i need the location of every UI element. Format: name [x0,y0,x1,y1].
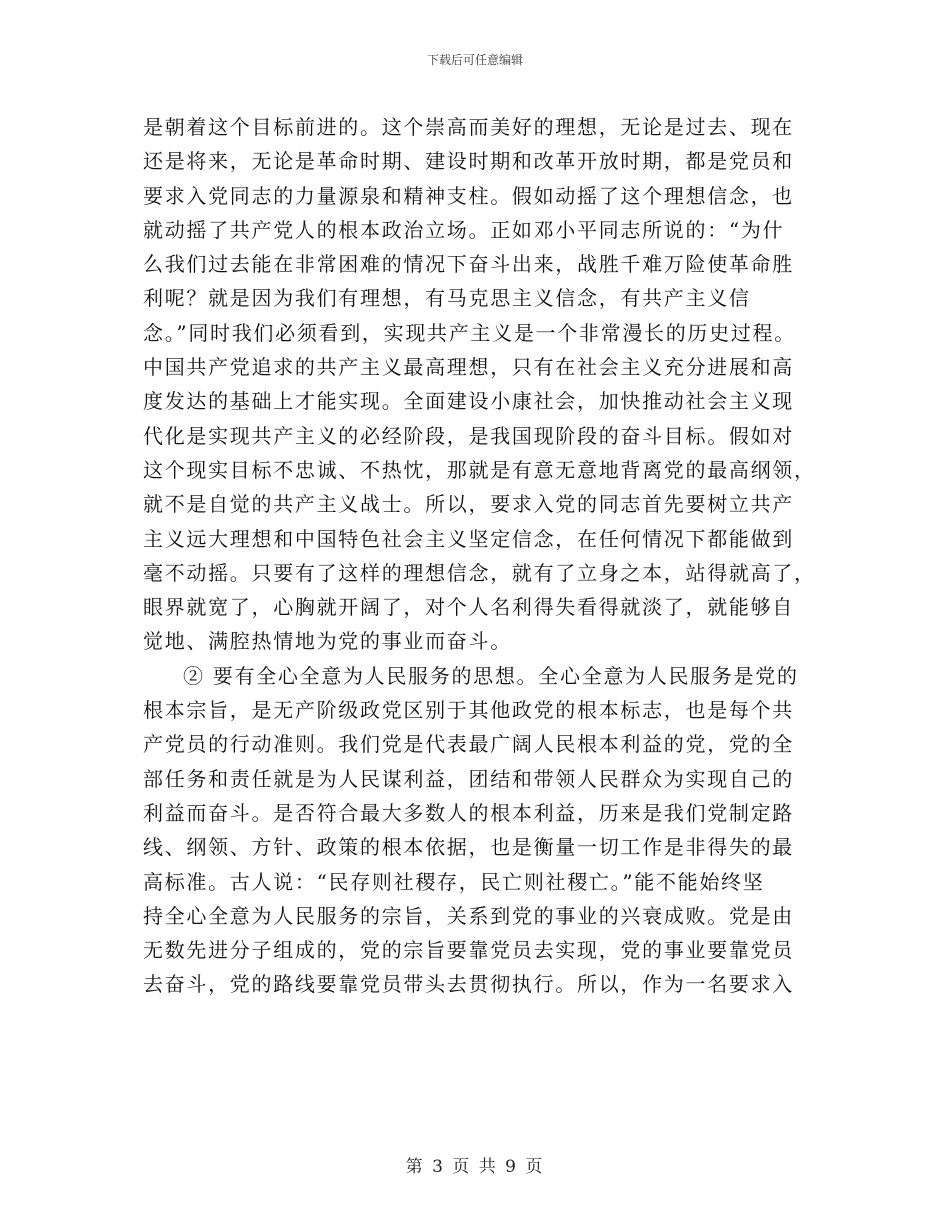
text-line: 就不是自觉的共产主义战士。所以，要求入党的同志首先要树立共产 [143,492,794,517]
page-header: 下载后可任意编辑 [426,53,523,67]
text-line: 利益而奋斗。是否符合最大多数人的根本利益，历来是我们党制定路 [143,800,794,825]
text-line: 主义远大理想和中国特色社会主义坚定信念，在任何情况下都能做到 [143,526,794,551]
page-number-footer: 第 3 页 共 9 页 [405,1157,545,1177]
text-line: 根本宗旨，是无产阶级政党区别于其他政党的根本标志，也是每个共 [143,698,794,723]
paragraph-2 [143,659,823,1002]
text-line: 觉地、满腔热情地为党的事业而奋斗。 [143,629,512,654]
text-line: 度发达的基础上才能实现。全面建设小康社会，加快推动社会主义现 [143,389,794,414]
text-line: 高标准。古人说：“民存则社稷存，民亡则社稷亡。”能不能始终坚 [143,869,765,894]
document-body [143,110,823,1002]
text-line: 这个现实目标不忠诚、不热忱，那就是有意无意地背离党的最高纲领， [143,457,816,482]
text-line: 毫不动摇。只要有了这样的理想信念，就有了立身之本，站得就高了， [143,560,816,585]
text-line: 眼界就宽了，心胸就开阔了，对个人名利得失看得就淡了，就能够自 [143,595,794,620]
text-line: 部任务和责任就是为人民谋利益，团结和带领人民群众为实现自己的 [143,766,794,791]
paragraph-1 [143,110,823,659]
text-line: 还是将来，无论是革命时期、建设时期和改革开放时期，都是党员和 [143,149,794,174]
text-line: 么我们过去能在非常困难的情况下奋斗出来，战胜千难万险使革命胜 [143,252,794,277]
text-line: 就动摇了共产党人的根本政治立场。正如邓小平同志所说的：“为什 [143,217,785,242]
text-line: 要求入党同志的力量源泉和精神支柱。假如动摇了这个理想信念，也 [143,183,794,208]
text-line: 线、纲领、方针、政策的根本依据，也是衡量一切工作是非得失的最 [143,835,794,860]
text-line: 产党员的行动准则。我们党是代表最广阔人民根本利益的党，党的全 [143,732,794,757]
text-line: 中国共产党追求的共产主义最高理想，只有在社会主义充分进展和高 [143,355,794,380]
text-line: 利呢？就是因为我们有理想，有马克思主义信念，有共产主义信 [143,286,751,311]
text-line: 无数先进分子组成的，党的宗旨要靠党员去实现，党的事业要靠党员 [143,938,794,963]
text-line: 代化是实现共产主义的必经阶段，是我国现阶段的奋斗目标。假如对 [143,423,794,448]
text-line: 去奋斗，党的路线要靠党员带头去贯彻执行。所以，作为一名要求入 [143,972,794,997]
text-line: ② 要有全心全意为人民服务的思想。全心全意为人民服务是党的 [183,663,799,688]
text-line: 持全心全意为人民服务的宗旨，关系到党的事业的兴衰成败。党是由 [143,903,794,928]
text-line: 是朝着这个目标前进的。这个崇高而美好的理想，无论是过去、现在 [143,115,794,139]
text-line: 念。”同时我们必须看到，实现共产主义是一个非常漫长的历史过程。 [143,320,796,345]
